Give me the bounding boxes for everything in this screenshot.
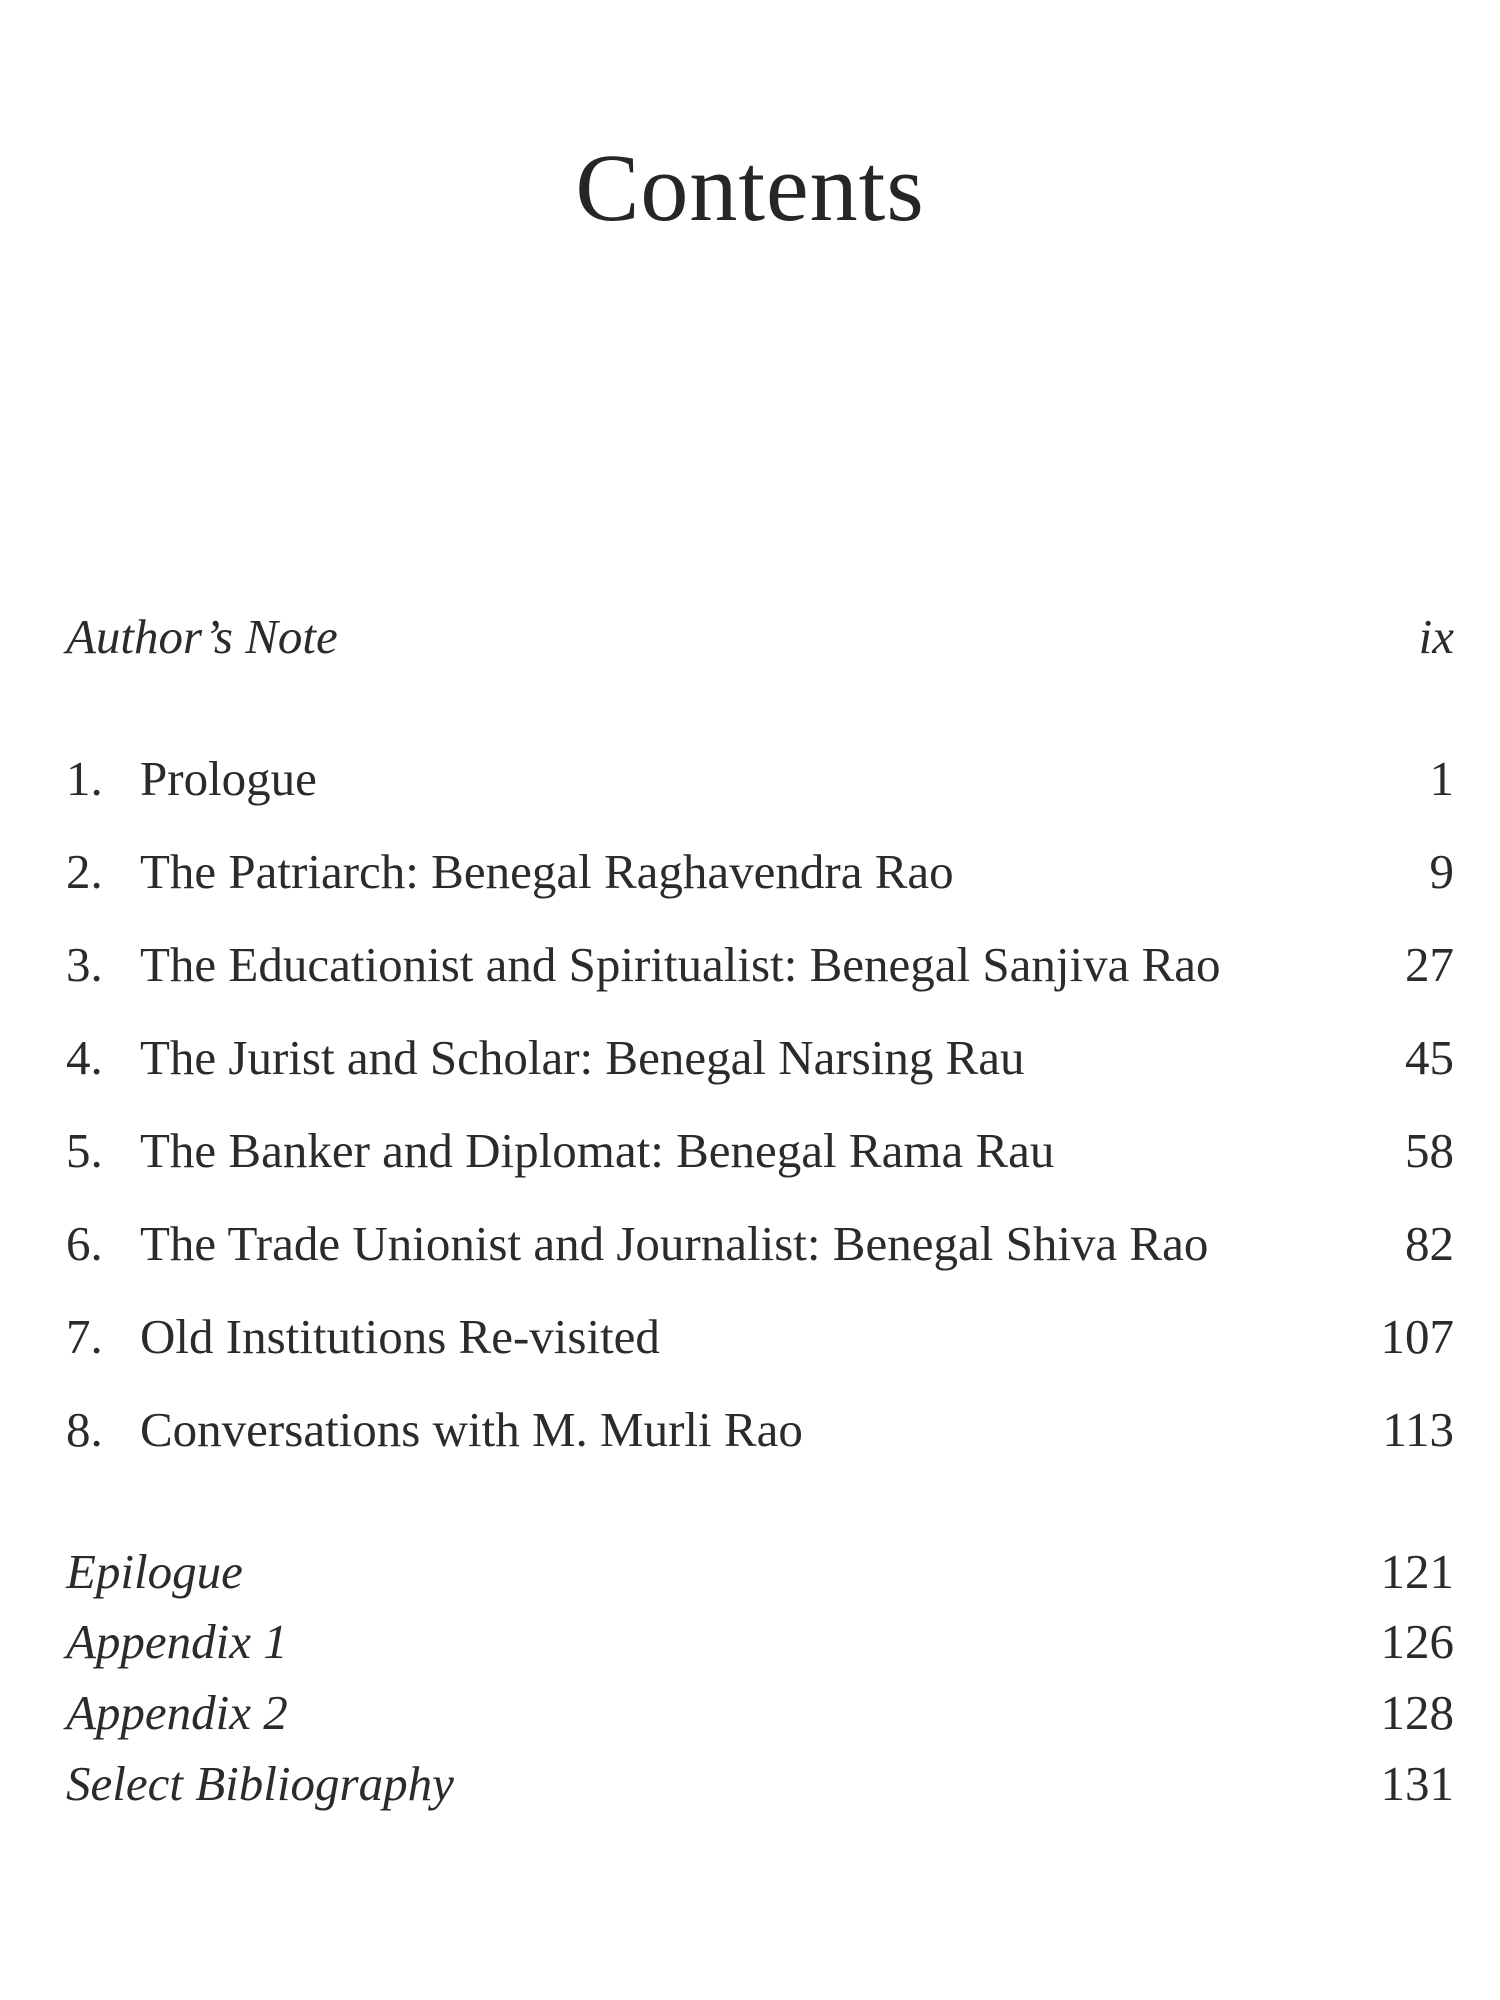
toc-entry-chapter-7: [66, 1309, 1454, 1364]
chapter-number: 5.: [66, 1123, 103, 1178]
chapter-title: The Jurist and Scholar: Benegal Narsing Rau: [140, 1030, 1025, 1085]
toc-entry-page: 131: [1380, 1756, 1454, 1811]
toc-entry-chapter-2: [66, 844, 1454, 899]
toc-entry-page: ix: [1418, 609, 1454, 664]
toc-entry-chapter-5: [66, 1123, 1454, 1178]
toc-entry-label: Author’s Note: [66, 609, 338, 664]
chapter-title: Old Institutions Re-visited: [140, 1309, 660, 1364]
toc-entry-page: 126: [1380, 1614, 1454, 1669]
toc-entry-page: 9: [1429, 844, 1454, 899]
toc-entry-label: Appendix 1: [66, 1614, 288, 1669]
toc-entry-chapter-6: [66, 1216, 1454, 1271]
toc-entry-page: 121: [1380, 1544, 1454, 1599]
chapter-number: 8.: [66, 1402, 103, 1457]
toc-entry-authors-note: [66, 609, 1454, 664]
chapter-number: 1.: [66, 751, 103, 806]
chapter-title: Prologue: [140, 751, 317, 806]
toc-entry-chapter-3: [66, 937, 1454, 992]
chapter-number: 7.: [66, 1309, 103, 1364]
toc-entry-page: 27: [1405, 937, 1454, 992]
toc-entry-page: 45: [1405, 1030, 1454, 1085]
chapter-number: 3.: [66, 937, 103, 992]
toc-entry-select-bibliography: [66, 1756, 1454, 1811]
chapter-title: The Trade Unionist and Journalist: Benegal Shiva Rao: [140, 1216, 1209, 1271]
toc-entry-label: Appendix 2: [66, 1685, 288, 1740]
chapter-number: 6.: [66, 1216, 103, 1271]
toc-entry-page: 107: [1380, 1309, 1454, 1364]
toc-entry-appendix-1: [66, 1614, 1454, 1669]
toc-entry-page: 128: [1380, 1685, 1454, 1740]
toc-entry-label: Select Bibliography: [66, 1756, 454, 1811]
chapter-title: The Banker and Diplomat: Benegal Rama Rau: [140, 1123, 1055, 1178]
page-title: Contents: [575, 134, 925, 241]
toc-entry-epilogue: [66, 1544, 1454, 1599]
toc-entry-page: 1: [1429, 751, 1454, 806]
toc-entry-page: 113: [1382, 1402, 1454, 1457]
chapter-title: The Educationist and Spiritualist: Benegal Sanjiva Rao: [140, 937, 1221, 992]
toc-entry-label: Epilogue: [66, 1544, 243, 1599]
toc-entry-chapter-1: [66, 751, 1454, 806]
table-of-contents: [66, 0, 1454, 2000]
chapter-number: 2.: [66, 844, 103, 899]
chapter-title: The Patriarch: Benegal Raghavendra Rao: [140, 844, 954, 899]
chapter-number: 4.: [66, 1030, 103, 1085]
toc-entry-appendix-2: [66, 1685, 1454, 1740]
toc-entry-chapter-8: [66, 1402, 1454, 1457]
chapter-title: Conversations with M. Murli Rao: [140, 1402, 803, 1457]
toc-entry-page: 82: [1405, 1216, 1454, 1271]
toc-entry-chapter-4: [66, 1030, 1454, 1085]
toc-entry-page: 58: [1405, 1123, 1454, 1178]
